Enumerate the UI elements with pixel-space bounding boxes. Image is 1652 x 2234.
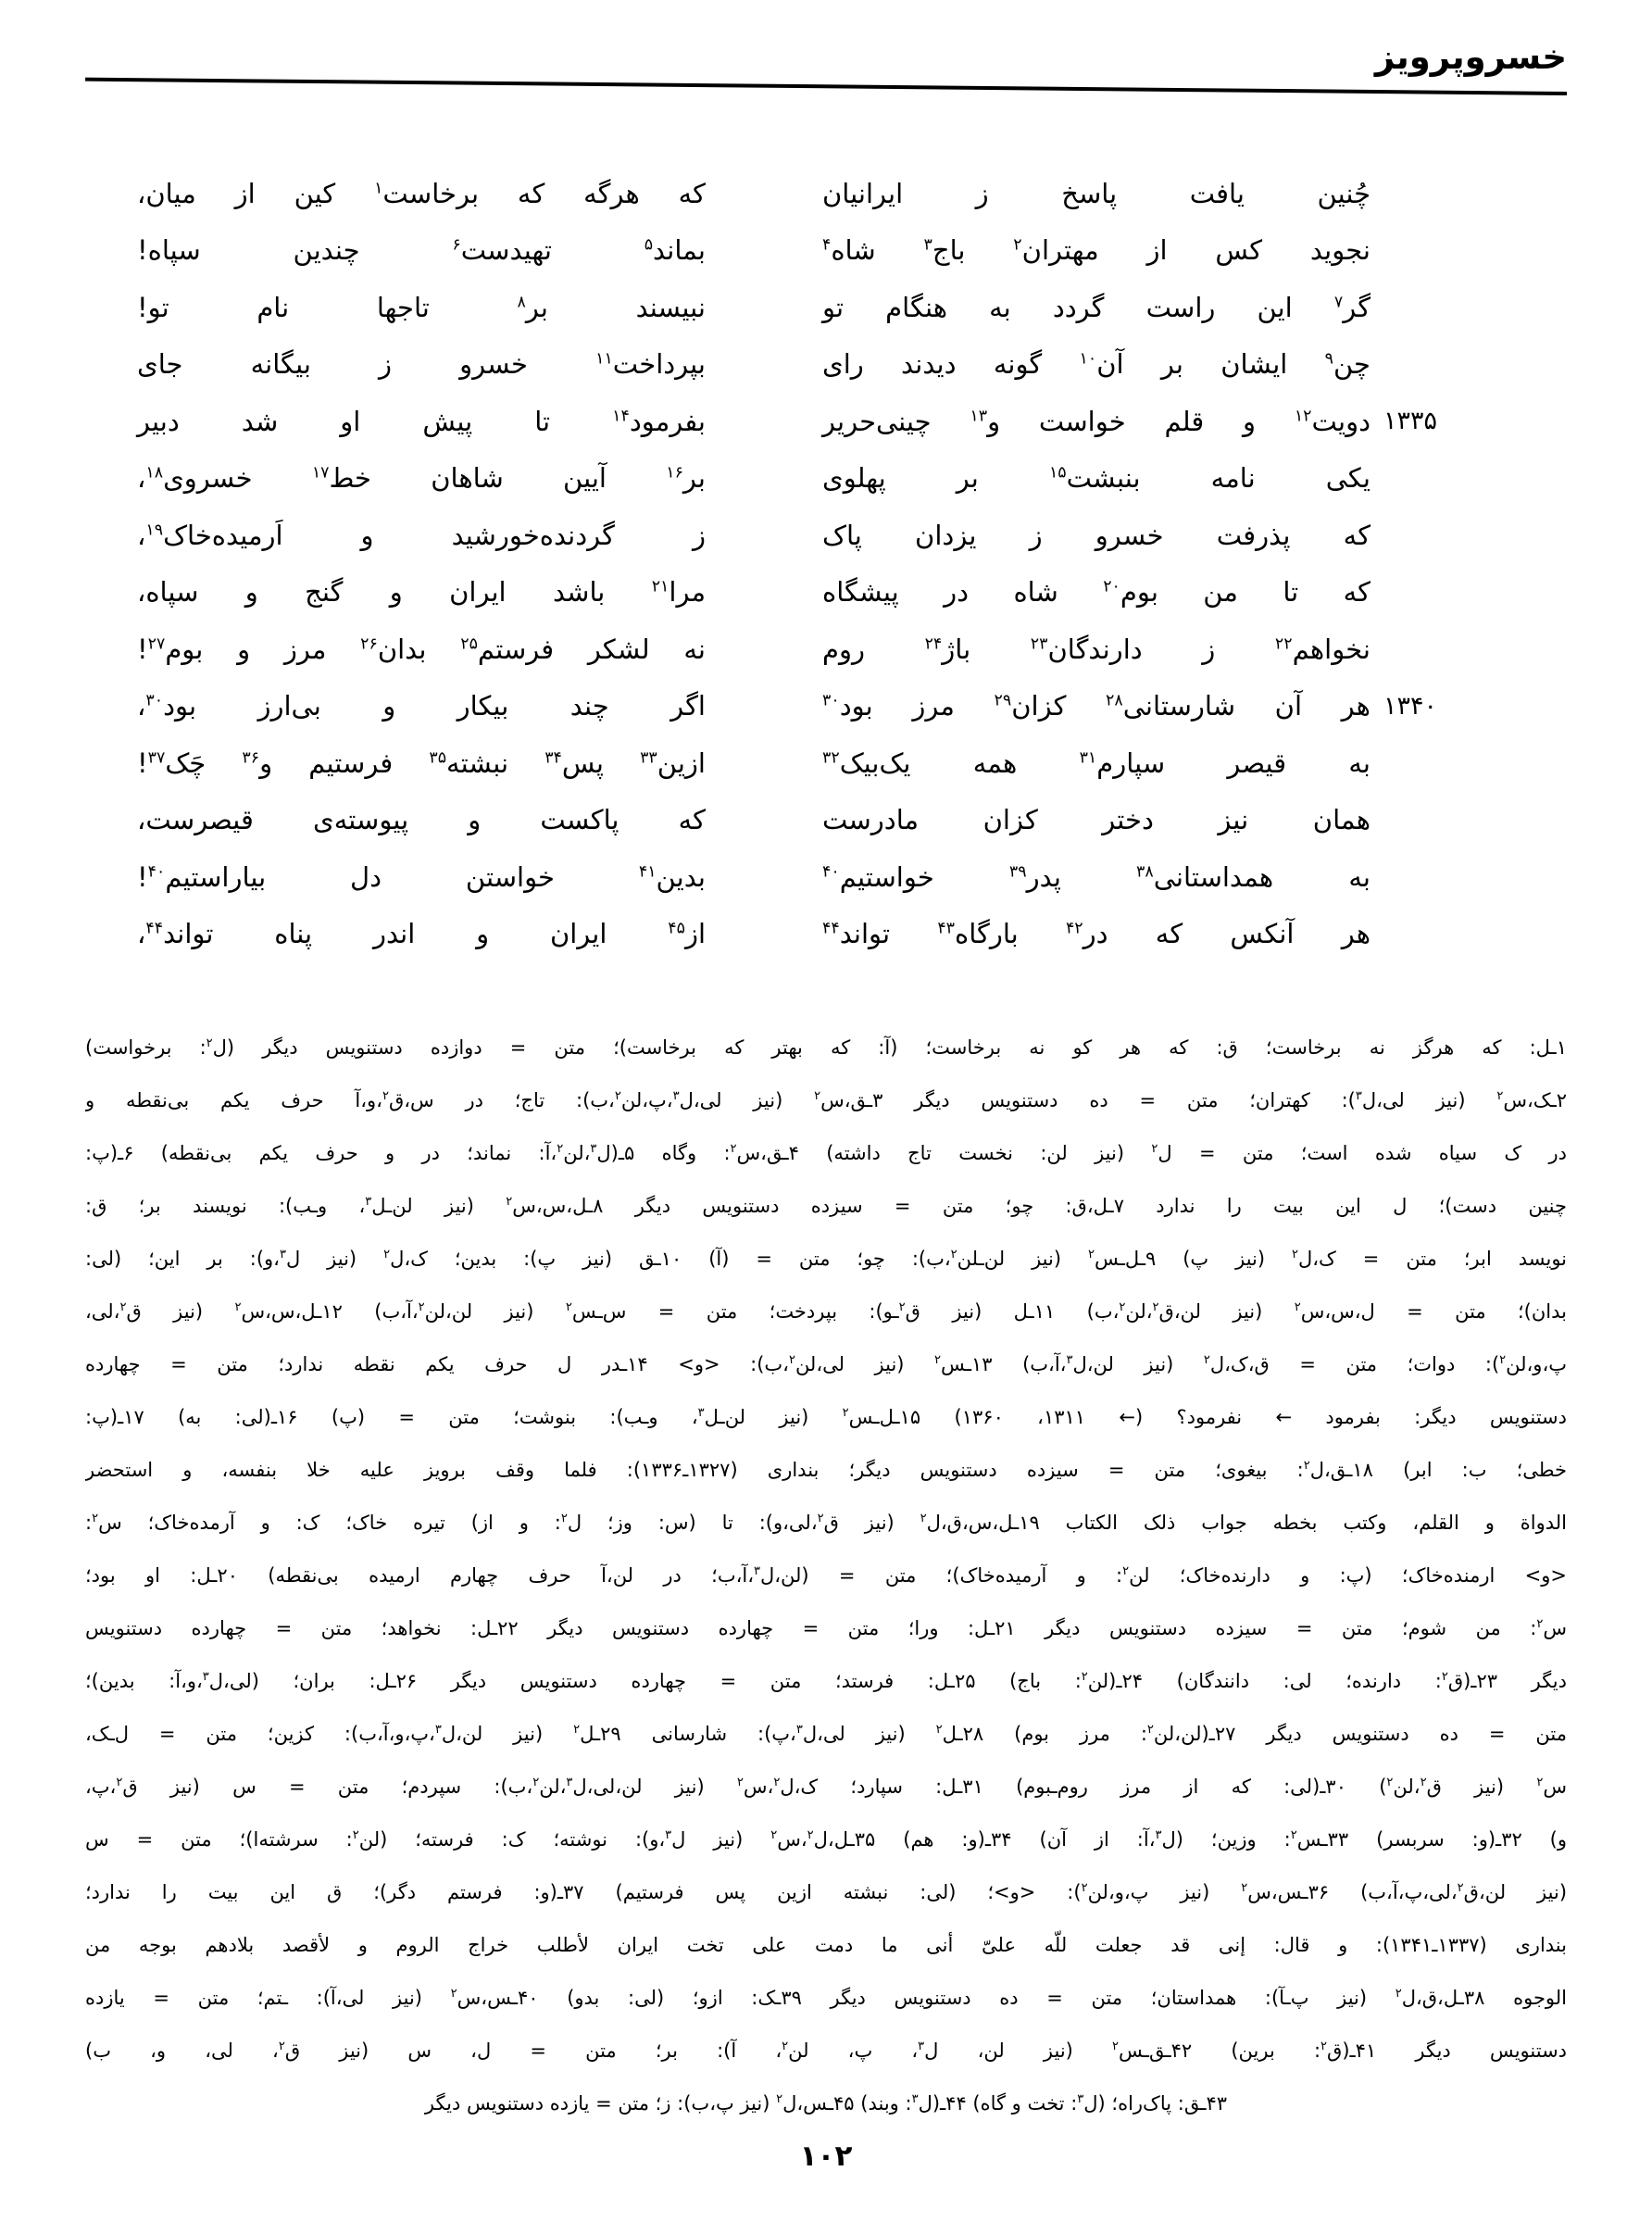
- footnote-marker: ۲: [1152, 1300, 1159, 1314]
- footnote-marker: ۱۵: [1048, 463, 1067, 483]
- footnote-marker: ۲: [1499, 1353, 1507, 1367]
- footnote-line: س$^۲$ (نیز ق$^۲$،لن$^۲$) ۳۰ـ(لی: که از مرز روم‌ـبوم) ۳۱ـل: سپارد؛ ک،ل$^۲$،س$^۲$ (نیز لن،لی،ل$^۳$،لن$^۲$،ب): سپردم؛ متن = س (نیز ق$^۲$،پ،: [85, 1776, 1567, 1798]
- footnote-marker: ۲۸: [1106, 691, 1123, 710]
- hemistich-first: دویت$^{۱۲}$ و قلم خواست و$^{۱۳}$ چینی‌حریر: [822, 405, 1370, 437]
- footnote-marker: ۲: [1536, 1617, 1544, 1631]
- footnote-marker: ۲: [206, 1036, 213, 1050]
- footnote-marker: ۱۱: [595, 349, 613, 369]
- footnote-marker: ۵: [644, 235, 654, 255]
- footnote-line: در ک سیاه شده است؛ متن = ل$^۲$ (نیز لن: نخست تاج داشته) ۴ـق،س$^۲$: وگاه ۵ـ(ل$^۳$،لن$^۲$،آ: نماند؛ در و حرف یکم بی‌نقطه) ۶ـ(پ:: [85, 1142, 1567, 1164]
- verse-row: [85, 678, 1567, 735]
- footnote-marker: ۳: [754, 1564, 761, 1578]
- hemistich-first: نجوید کس از مهتران$^۲$ باج$^۳$ شاه$^۴$: [822, 234, 1370, 267]
- footnote-marker: ۲: [560, 1512, 568, 1525]
- footnote-marker: ۲: [1536, 1776, 1544, 1789]
- footnote-marker: ۳: [923, 235, 932, 255]
- footnote-marker: ۲: [1292, 1248, 1299, 1261]
- footnote-marker: ۲: [730, 1142, 737, 1156]
- verse-row: [85, 564, 1567, 621]
- footnote-line: دیگر ۲۳ـ(ق$^۲$: دارنده؛ لی: دانندگان) ۲۴ـ(لن$^۲$: باج) ۲۵ـل: فرستد؛ متن = چهارده دستنویس دیگر ۲۶ـل: بران؛ (لی،ل$^۳$،و،آ: بدین)؛: [85, 1670, 1567, 1692]
- hemistich-first: به قیصر سپارم$^{۳۱}$ همه یک‌بیک$^{۳۲}$: [822, 747, 1370, 779]
- footnote-line: بدان)؛ متن = ل،س،س$^۲$ (نیز لن،ق$^۲$،لن$^۲$،ب) ۱۱ـل (نیز ق$^۲$ـو): بپردخت؛ متن = س‌ـس$^۲$ (نیز لن،لن$^۲$،آ،ب) ۱۲ـل،س،س$^۲$ (نیز ق$^۲$،لی،: [85, 1300, 1567, 1323]
- footnote-line: دستنویس دیگر ۴۱ـ(ق$^۲$: برین) ۴۲ـق‌ـس$^۲$ (نیز لن، ل$^۳$، پ، لن$^۲$، آ): بر؛ متن = ل، س (نیز ق$^۲$، لی، و، ب): [85, 2039, 1567, 2062]
- hemistich-second: بدین$^{۴۱}$ خواستن دل بیاراستیم$^{۴۰}$!: [137, 860, 706, 893]
- footnote-marker: ۲: [776, 2092, 783, 2106]
- footnote-line: ۲ـک،س$^۲$ (نیز لی،ل$^۳$): کهتران؛ متن = ده دستنویس دیگر ۳ـق،س$^۲$ (نیز لی،ل$^۳$،پ،لن$^۲$،ب): تاج؛ در س،ق$^۲$،و،آ حرف یکم بی‌نقطه و: [85, 1089, 1567, 1111]
- footnote-marker: ۲: [1119, 1300, 1126, 1314]
- footnote-marker: ۲: [352, 1828, 359, 1842]
- footnote-marker: ۲: [1320, 2039, 1328, 2053]
- footnote-marker: ۲: [532, 1776, 540, 1789]
- footnote-marker: ۴۱: [638, 862, 657, 882]
- footnote-marker: ۳۶: [242, 748, 260, 768]
- footnote-marker: ۱: [374, 179, 383, 198]
- footnote-marker: ۱۷: [311, 463, 330, 483]
- footnote-marker: ۳: [795, 1723, 803, 1737]
- footnote-marker: ۴۰: [147, 862, 166, 882]
- footnote-line: الوجوه ۳۸ـل،ق،ل$^۲$ (نیز پ‌ـآ): همداستان؛ متن = ده دستنویس دیگر ۳۹ـک: ازو؛ (لی: بدو) ۴۰ـس،س$^۲$ (نیز لی،آ): ـتم؛ متن = یازده: [85, 1987, 1567, 2009]
- footnote-line: ۱ـل: که هرگز نه برخاست؛ ق: که هر کو نه برخاست؛ (آ: که بهتر که برخاست)؛ متن = دوازده دستنویس دیگر (ل$^۲$: برخواست): [85, 1036, 1567, 1059]
- footnote-marker: ۴۴: [145, 919, 164, 938]
- footnote-marker: ۲: [278, 2039, 285, 2053]
- footnote-marker: ۷: [1333, 293, 1344, 312]
- footnote-marker: ۳: [697, 1406, 705, 1420]
- verse-row: [85, 165, 1567, 222]
- verse-row: [85, 734, 1567, 792]
- footnote-marker: ۲: [807, 1828, 814, 1842]
- footnote-marker: ۲: [736, 1776, 744, 1789]
- verse-row: [85, 848, 1567, 906]
- verse-row: [85, 450, 1567, 508]
- hemistich-second: مرا$^{۲۱}$ باشد ایران و گنج و سپاه،: [137, 576, 706, 609]
- footnote-marker: ۲: [573, 1723, 581, 1737]
- footnote-marker: ۲: [506, 1195, 513, 1209]
- hemistich-first: یکی نامه بنبشت$^{۱۵}$ بر پهلوی: [822, 462, 1370, 495]
- footnote-marker: ۳۲: [822, 748, 840, 768]
- footnote-marker: ۲: [1146, 1723, 1154, 1737]
- footnote-marker: ۶: [452, 235, 461, 255]
- footnote-marker: ۳۴: [544, 748, 562, 768]
- footnote-marker: ۳: [1155, 1828, 1162, 1842]
- footnote-marker: ۴۲: [1065, 919, 1083, 938]
- footnote-marker: ۴: [822, 235, 832, 255]
- footnote-marker: ۲: [1151, 1142, 1158, 1156]
- footnote-marker: ۲: [770, 1828, 778, 1842]
- verse-margin-number: ۱۳۳۵: [1383, 407, 1438, 436]
- hemistich-first: که تا من بوم$^{۲۰}$ شاه در پیشگاه: [822, 576, 1370, 609]
- footnote-marker: ۳: [202, 1670, 209, 1684]
- hemistich-first: چن$^۹$ ایشان بر آن$^{۱۰}$ گونه دیدند رای: [822, 348, 1370, 381]
- footnote-marker: ۲: [234, 1300, 242, 1314]
- hemistich-second: از$^{۴۵}$ ایران و اندر پناه تواند$^{۴۴}$،: [137, 918, 706, 950]
- hemistich-first: گر$^۷$ این راست گردد به هنگام تو: [822, 291, 1370, 323]
- footnote-marker: ۹: [1324, 349, 1333, 369]
- footnote-marker: ۲: [814, 1089, 821, 1103]
- footnote-marker: ۲: [788, 1353, 795, 1367]
- footnote-line: نویسد ابر؛ متن = ک،ل$^۲$ (نیز پ) ۹ـل‌ـس$^۲$ (نیز لن‌ـلن$^۲$،ب): چو؛ متن = (آ) ۱۰ـق (نیز پ): بدین؛ ک،ل$^۲$ (نیز ل$^۳$،و): بر این؛ (لی:: [85, 1248, 1567, 1270]
- hemistich-second: بپرداخت$^{۱۱}$ خسرو ز بیگانه جای: [137, 348, 706, 381]
- verse-row: [85, 792, 1567, 849]
- hemistich-second: ازین$^{۳۳}$ پس$^{۳۴}$ نبشته$^{۳۵}$ فرستیم و$^{۳۶}$ چَک$^{۳۷}$!: [137, 747, 706, 779]
- footnote-marker: ۳۳: [640, 748, 657, 768]
- footnote-line: دستنویس دیگر: بفرمود ← نفرمود؟ (← ۱۳۱۱، ۱۳۶۰) ۱۵ـل‌ـس$^۲$ (نیز لن‌ـل$^۳$، وـب): بنوشت؛ متن = (پ) ۱۶ـ(لی: به) ۱۷ـ(پ:: [85, 1406, 1567, 1428]
- footnote-marker: ۴۰: [822, 862, 840, 882]
- footnote-marker: ۳: [1077, 2092, 1084, 2106]
- footnote-marker: ۴۵: [668, 919, 685, 938]
- footnote-marker: ۲: [119, 1300, 127, 1314]
- footnote-marker: ۲: [935, 1723, 943, 1737]
- footnote-marker: ۲: [1013, 235, 1022, 255]
- footnote-marker: ۲: [1081, 1670, 1088, 1684]
- footnote-marker: ۲: [1088, 1248, 1095, 1261]
- hemistich-second: اگر چند بیکار و بی‌ارز بود$^{۳۰}$،: [137, 690, 706, 722]
- footnote-marker: ۳: [665, 1828, 672, 1842]
- footnote-marker: ۲: [1081, 1881, 1088, 1895]
- poem-block: [85, 165, 1567, 962]
- footnote-marker: ۲: [557, 1142, 564, 1156]
- footnote-marker: ۱۶: [666, 463, 683, 483]
- footnote-marker: ۲۳: [1030, 634, 1048, 654]
- hemistich-first: به همداستانی$^{۳۸}$ پدر$^{۳۹}$ خواستیم$^{۴۰}$: [822, 860, 1370, 893]
- hemistich-first: چُنین یافت پاسخ ز ایرانیان: [822, 177, 1370, 209]
- hemistich-second: که هرگه که برخاست$^۱$ کین از میان،: [137, 177, 706, 209]
- footnote-marker: ۲: [920, 1512, 927, 1525]
- footnote-line: ۴۳ـق: پاک‌راه؛ (ل$^۳$: تخت و گاه) ۴۴ـ(ل$^۳$: وبند) ۴۵ـس،ل$^۲$ (نیز پ،ب): ز؛ متن = یازده دستنویس دیگر: [424, 2092, 1228, 2115]
- footnote-marker: ۳: [911, 2092, 919, 2106]
- footnote-marker: ۱۲: [1294, 407, 1312, 426]
- footnote-marker: ۲: [1241, 1881, 1248, 1895]
- hemistich-second: بر$^{۱۶}$ آیین شاهان خط$^{۱۷}$ خسروی$^{۱۸}$،: [137, 462, 706, 495]
- footnote-marker: ۴۳: [937, 919, 955, 938]
- footnote-marker: ۲۰: [1103, 577, 1120, 596]
- footnote-marker: ۳: [1355, 1089, 1362, 1103]
- footnote-marker: ۲: [1395, 1987, 1402, 2001]
- verse-row: [85, 906, 1567, 963]
- footnote-marker: ۳: [672, 1089, 680, 1103]
- footnote-marker: ۲: [614, 1089, 621, 1103]
- hemistich-second: نبیسند بر$^۸$ تاجها نام تو!: [137, 291, 706, 323]
- footnote-line: متن = ده دستنویس دیگر ۲۷ـ(لن،لن$^۲$: مرز بوم) ۲۸ـل$^۲$ (نیز لی،ل$^۳$،پ): شارسانی ۲۹ـل$^۲$ (نیز لن،ل$^۳$،پ،و،آ،ب): کزین؛ متن = ل‌ـک،: [85, 1723, 1567, 1745]
- footnote-marker: ۳: [434, 1723, 442, 1737]
- hemistich-first: نخواهم$^{۲۲}$ ز دارندگان$^{۲۳}$ باژ$^{۲۴}$ روم: [822, 633, 1370, 665]
- footnote-marker: ۲: [1294, 1300, 1301, 1314]
- footnote-marker: ۲: [1203, 1353, 1210, 1367]
- footnote-marker: ۲۹: [994, 691, 1012, 710]
- footnote-line: بنداری (۱۳۳۷ـ۱۳۴۱): و قال: إنی قد جعلت للّه علیّ أنی ما دمت علی تخت ایران لأطلب خراج الروم و لأقصد بلادهم بوجه من: [85, 1934, 1567, 1956]
- verse-row: [85, 336, 1567, 394]
- hemistich-second: ز گردنده‌خورشید و اَرمیده‌خاک$^{۱۹}$،: [137, 519, 706, 551]
- footnote-line: س$^۲$: من شوم؛ متن = سیزده دستنویس دیگر ۲۱ـل: ورا؛ متن = چهارده دستنویس دیگر ۲۲ـل: نخواهد؛ متن = چهارده دستنویس: [85, 1617, 1567, 1639]
- footnote-marker: ۲: [934, 1353, 942, 1367]
- footnote-marker: ۳۰: [822, 691, 840, 710]
- footnote-marker: ۳۹: [1008, 862, 1027, 882]
- footnote-marker: ۳: [590, 1142, 597, 1156]
- footnote-marker: ۳: [365, 1195, 372, 1209]
- apparatus-block: [85, 1022, 1567, 2130]
- footnote-marker: ۳۷: [147, 748, 166, 768]
- footnote-marker: ۱۹: [145, 521, 164, 540]
- hemistich-second: بماند$^۵$ تهیدست$^۶$ چندین سپاه!: [137, 234, 706, 267]
- footnote-marker: ۲: [383, 1248, 391, 1261]
- footnote-marker: ۳: [918, 2039, 925, 2053]
- footnote-marker: ۱۰: [1079, 349, 1097, 369]
- footnote-marker: ۲: [1122, 1564, 1130, 1578]
- footnote-marker: ۲: [450, 1987, 457, 2001]
- footnote-marker: ۱۸: [145, 463, 164, 483]
- footnote-marker: ۲: [116, 1776, 123, 1789]
- hemistich-second: بفرمود$^{۱۴}$ تا پیش او شد دبیر: [137, 405, 706, 437]
- verse-row: [85, 393, 1567, 450]
- footnote-marker: ۲: [1441, 1670, 1448, 1684]
- header-rule: [85, 78, 1567, 95]
- verse-row: [85, 507, 1567, 564]
- verse-row: [85, 222, 1567, 280]
- footnote-marker: ۲: [1303, 1459, 1310, 1473]
- verse-row: [85, 279, 1567, 336]
- verse-row: [85, 621, 1567, 678]
- footnote-marker: ۳۱: [1079, 748, 1097, 768]
- footnote-line: <و> ارمنده‌خاک؛ (پ: و دارنده‌خاک؛ لن$^۲$: و آرمیده‌خاک)؛ متن = (لن،ل$^۳$،آ،ب؛ در لن،آ حرف چهارم ارمیده بی‌نقطه) ۲۰ـل: او بود؛: [85, 1564, 1567, 1587]
- hemistich-first: هر آنکس که در$^{۴۲}$ بارگاه$^{۴۳}$ تواند$^{۴۴}$: [822, 918, 1370, 950]
- hemistich-first: هر آن شارستانی$^{۲۸}$ کزان$^{۲۹}$ مرز بود$^{۳۰}$: [822, 690, 1370, 722]
- footnote-marker: ۲: [773, 1776, 781, 1789]
- footnote-marker: ۲: [565, 1300, 572, 1314]
- footnote-marker: ۳۵: [429, 748, 447, 768]
- footnote-marker: ۲: [1386, 1776, 1394, 1789]
- footnote-marker: ۲: [418, 1300, 425, 1314]
- footnote-line: الدواة و القلم، وکتب بخطه جواب ذلک الکتاب ۱۹ـل،س،ق،ل$^۲$ (نیز ق$^۲$،لی،و): تا (س: وز؛ ل$^۲$: و از) تیره خاک؛ ک: و آرمده‌خاک؛ س$^۲$:: [85, 1512, 1567, 1534]
- footnote-marker: ۲۷: [147, 634, 166, 654]
- footnote-marker: ۱۴: [612, 407, 630, 426]
- footnote-marker: ۲: [950, 1248, 957, 1261]
- footnote-marker: ۲: [1112, 2039, 1120, 2053]
- footnote-marker: ۲۲: [1274, 634, 1293, 654]
- footnote-marker: ۲۵: [460, 634, 478, 654]
- hemistich-first: همان نیز دختر کزان مادرست: [822, 804, 1370, 836]
- footnote-marker: ۳۰: [145, 691, 164, 710]
- hemistich-first: که پذرفت خسرو ز یزدان پاک: [822, 519, 1370, 551]
- footnote-marker: ۳۸: [1136, 862, 1154, 882]
- footnote-marker: ۲: [842, 1406, 849, 1420]
- footnote-line: پ،و،لن$^۲$): دوات؛ متن = ق،ک،ل$^۲$ (نیز لن،ل$^۳$،آ،ب) ۱۳ـس$^۲$ (نیز لی،لن$^۲$،ب): <و> ۱۴ـدر ل حرف یکم نقطه ندارد؛ متن = چهارده: [85, 1353, 1567, 1375]
- page-number: ۱۰۲: [799, 2140, 853, 2173]
- verse-margin-number: ۱۳۴۰: [1383, 691, 1438, 721]
- footnote-marker: ۲۶: [360, 634, 378, 654]
- footnote-marker: ۴۴: [822, 919, 840, 938]
- footnote-marker: ۲: [382, 1089, 389, 1103]
- footnote-marker: ۲: [1290, 1828, 1297, 1842]
- footnote-marker: ۲۴: [924, 634, 943, 654]
- footnote-marker: ۲: [92, 1512, 99, 1525]
- footnote-marker: ۸: [517, 293, 526, 312]
- footnote-marker: ۲: [1420, 1776, 1427, 1789]
- footnote-marker: ۲: [1496, 1089, 1504, 1103]
- hemistich-second: نه لشکر فرستم$^{۲۵}$ بدان$^{۲۶}$ مرز و بوم$^{۲۷}$!: [137, 633, 706, 665]
- footnote-line: خطی؛ ب: ابر) ۱۸ـق،ل$^۲$: بیغوی؛ متن = سیزده دستنویس دیگر؛ بنداری (۱۳۲۷ـ۱۳۳۶): فلما وقف برویز علیه خلا بنفسه، و استحضر: [85, 1459, 1567, 1481]
- footnote-marker: ۲: [782, 2039, 789, 2053]
- hemistich-second: که پاکست و پیوسته‌ی قیصرست،: [137, 804, 706, 836]
- page-header-title: خسروپرویز: [1374, 37, 1567, 77]
- footnote-line: (نیز لن،ق$^۲$،لی،پ،آ،ب) ۳۶ـس،س$^۲$ (نیز پ،و،لن$^۲$): <و>؛ (لی: نبشته ازین پس فرستیم) ۳۷ـ(و: فرستم دگر)؛ ق این بیت را ندارد؛: [85, 1881, 1567, 1903]
- footnote-line: و) ۳۲ـ(و: سربسر) ۳۳ـس$^۲$: وزین؛ (ل$^۳$،آ: از آن) ۳۴ـ(و: هم) ۳۵ـل،ل$^۲$،س$^۲$ (نیز ل$^۳$،و): نوشته؛ ک: فرسته؛ (لن$^۲$: سرشته‌ا)؛ متن = س: [85, 1828, 1567, 1851]
- footnote-line: چنین دست)؛ ل این بیت را ندارد ۷ـل،ق: چو؛ متن = سیزده دستنویس دیگر ۸ـل،س،س$^۲$ (نیز لن‌ـل$^۳$، وـب): نویسند بر؛ ق:: [85, 1195, 1567, 1217]
- footnote-marker: ۲: [817, 1512, 824, 1525]
- footnote-marker: ۳: [566, 1776, 573, 1789]
- footnote-marker: ۱۳: [970, 407, 988, 426]
- footnote-marker: ۳: [279, 1248, 286, 1261]
- footnote-marker: ۲: [898, 1300, 906, 1314]
- footnote-marker: ۲۱: [651, 577, 670, 596]
- footnote-marker: ۳: [1066, 1353, 1073, 1367]
- footnote-marker: ۲: [1457, 1881, 1464, 1895]
